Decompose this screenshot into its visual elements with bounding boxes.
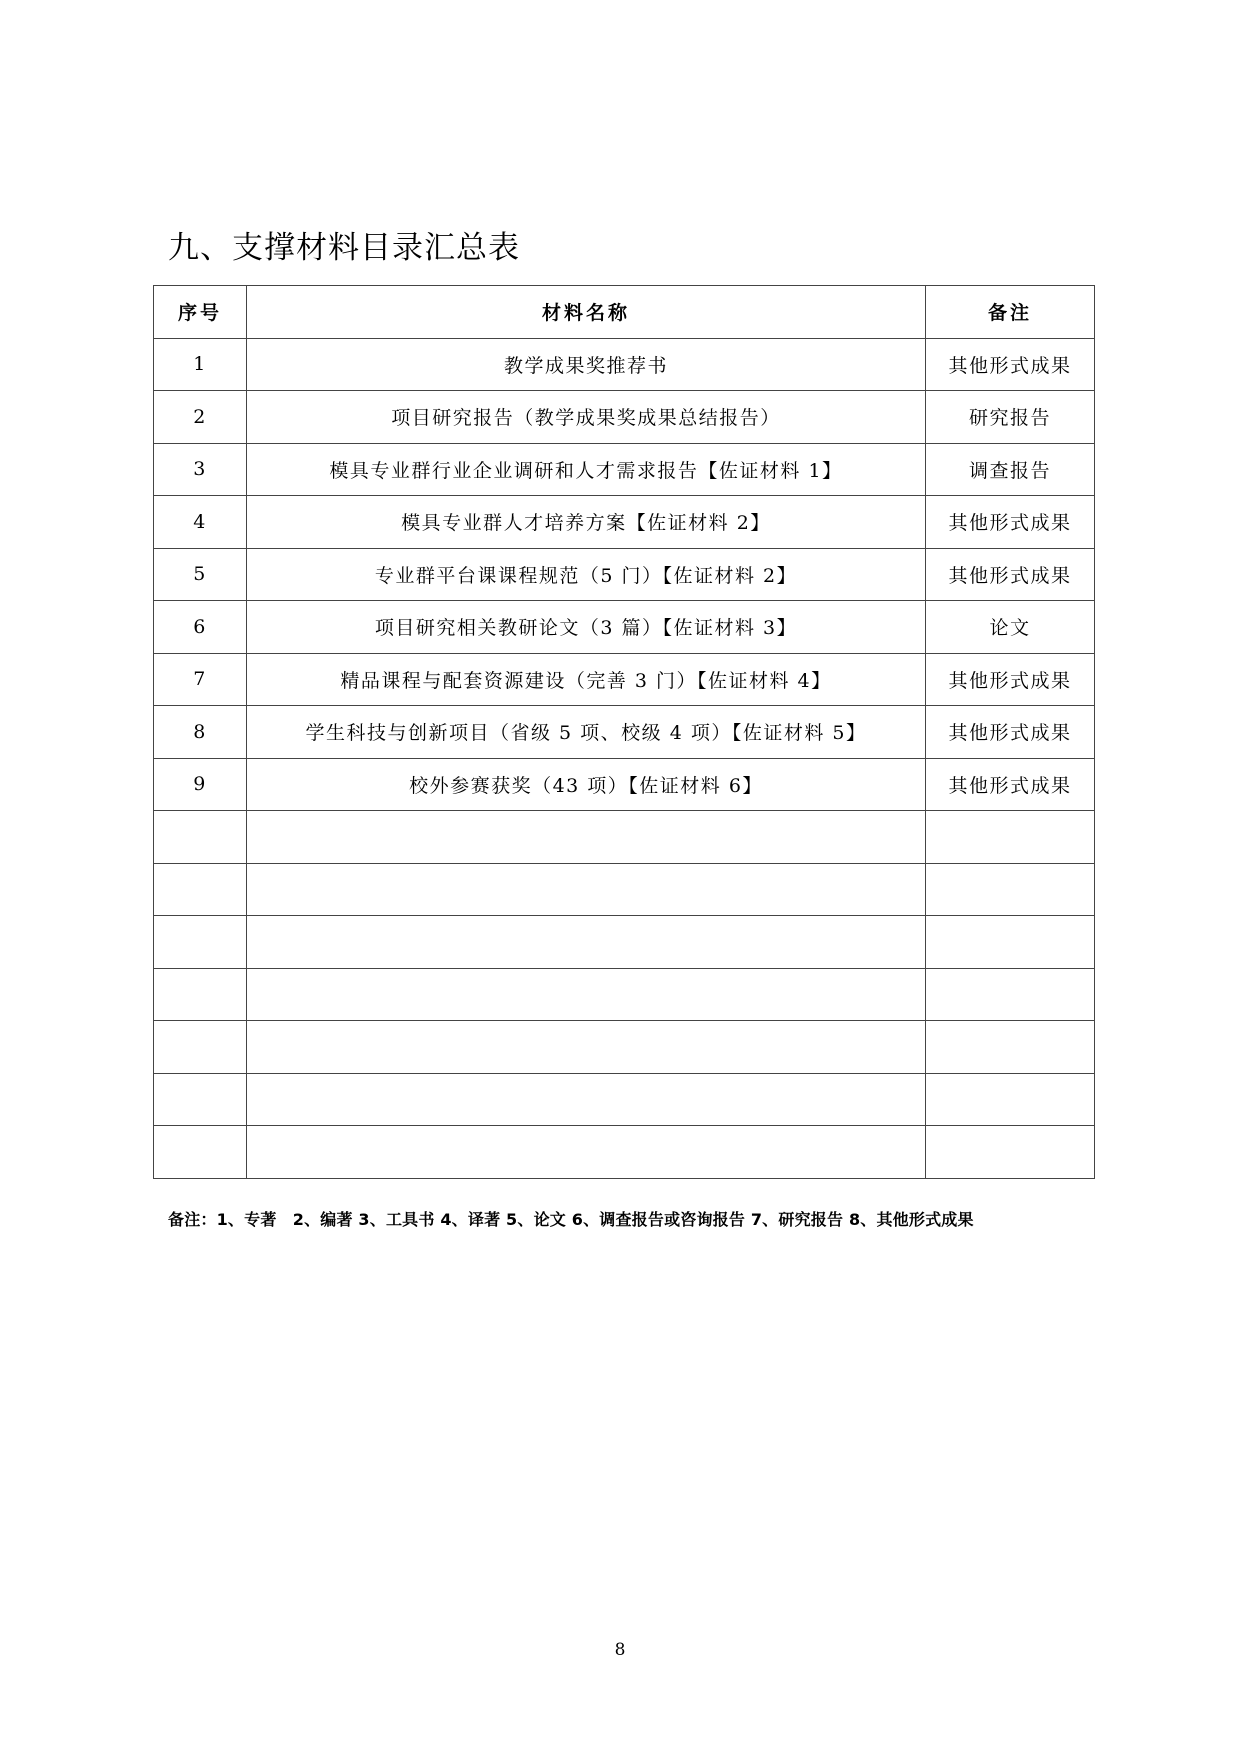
row-number [154, 1073, 247, 1126]
row-remark: 其他形式成果 [926, 496, 1095, 549]
page-title: 九、支撑材料目录汇总表 [168, 230, 520, 266]
row-remark: 调查报告 [926, 443, 1095, 496]
row-material-name: 模具专业群人才培养方案【佐证材料 2】 [247, 496, 926, 549]
table-row [154, 548, 1095, 601]
table-row-empty [154, 916, 1095, 969]
row-material-name [247, 811, 926, 864]
row-remark: 论文 [926, 601, 1095, 654]
row-number [154, 1126, 247, 1179]
row-number [154, 968, 247, 1021]
materials-table [153, 285, 1095, 1179]
row-material-name [247, 863, 926, 916]
row-number: 9 [154, 758, 247, 811]
row-remark: 其他形式成果 [926, 653, 1095, 706]
table-row-empty [154, 1126, 1095, 1179]
row-remark: 其他形式成果 [926, 338, 1095, 391]
row-number [154, 863, 247, 916]
row-remark: 研究报告 [926, 391, 1095, 444]
row-number: 1 [154, 338, 247, 391]
row-number: 3 [154, 443, 247, 496]
row-number [154, 916, 247, 969]
table-header-row [154, 286, 1095, 339]
table-row [154, 758, 1095, 811]
table-row-empty [154, 811, 1095, 864]
row-remark [926, 1073, 1095, 1126]
row-remark: 其他形式成果 [926, 548, 1095, 601]
row-material-name: 校外参赛获奖（43 项）【佐证材料 6】 [247, 758, 926, 811]
row-material-name: 模具专业群行业企业调研和人才需求报告【佐证材料 1】 [247, 443, 926, 496]
row-remark [926, 811, 1095, 864]
row-material-name: 教学成果奖推荐书 [247, 338, 926, 391]
row-number: 5 [154, 548, 247, 601]
row-remark [926, 968, 1095, 1021]
row-material-name: 项目研究报告（教学成果奖成果总结报告） [247, 391, 926, 444]
row-material-name: 专业群平台课课程规范（5 门）【佐证材料 2】 [247, 548, 926, 601]
row-number [154, 1021, 247, 1074]
header-name: 材料名称 [247, 286, 926, 339]
table-row [154, 706, 1095, 759]
table-row [154, 653, 1095, 706]
table-row-empty [154, 1021, 1095, 1074]
row-material-name: 学生科技与创新项目（省级 5 项、校级 4 项）【佐证材料 5】 [247, 706, 926, 759]
row-remark [926, 1021, 1095, 1074]
table-row [154, 443, 1095, 496]
table-row-empty [154, 1073, 1095, 1126]
table-row [154, 338, 1095, 391]
row-number: 7 [154, 653, 247, 706]
row-material-name: 项目研究相关教研论文（3 篇）【佐证材料 3】 [247, 601, 926, 654]
row-material-name [247, 916, 926, 969]
row-remark [926, 1126, 1095, 1179]
row-number: 4 [154, 496, 247, 549]
row-material-name [247, 1021, 926, 1074]
row-material-name [247, 968, 926, 1021]
row-number: 2 [154, 391, 247, 444]
row-remark [926, 863, 1095, 916]
row-material-name [247, 1126, 926, 1179]
table-footnote: 备注：1、专著 2、编著 3、工具书 4、译著 5、论文 6、调查报告或咨询报告 7、研究报告 8、其他形式成果 [168, 1210, 974, 1229]
table-row [154, 391, 1095, 444]
row-remark: 其他形式成果 [926, 758, 1095, 811]
row-material-name [247, 1073, 926, 1126]
header-remark: 备注 [926, 286, 1095, 339]
row-remark [926, 916, 1095, 969]
table-row [154, 601, 1095, 654]
table-row-empty [154, 863, 1095, 916]
table-row [154, 496, 1095, 549]
header-number: 序号 [154, 286, 247, 339]
row-remark: 其他形式成果 [926, 706, 1095, 759]
row-number: 8 [154, 706, 247, 759]
page-number: 8 [614, 1640, 626, 1660]
row-number: 6 [154, 601, 247, 654]
row-number [154, 811, 247, 864]
table-row-empty [154, 968, 1095, 1021]
row-material-name: 精品课程与配套资源建设（完善 3 门）【佐证材料 4】 [247, 653, 926, 706]
